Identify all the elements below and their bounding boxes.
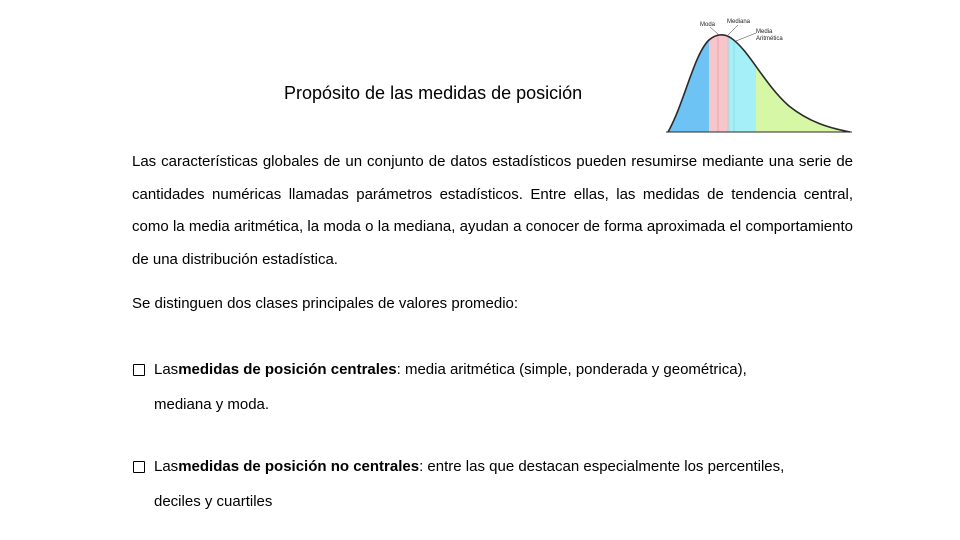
region-blue (664, 14, 709, 136)
bullet-noncentral (132, 449, 852, 519)
checkbox-bullet-icon (133, 364, 145, 376)
media-pointer (736, 33, 756, 41)
label-media-aritmetica: Aritmética (756, 36, 783, 42)
bullet-central-line2: mediana y moda. (154, 396, 270, 413)
bullet-noncentral-bold: medidas de posición no centrales (178, 458, 420, 475)
distribution-figure (664, 14, 854, 136)
bullet-noncentral-rest: : entre las que destacan especialmente los percentiles, (419, 458, 785, 475)
checkbox-bullet-icon (133, 461, 145, 473)
bullet-central (132, 352, 852, 422)
classes-paragraph: Se distinguen dos clases principales de valores promedio: (132, 295, 519, 312)
label-mediana: Mediana (727, 19, 751, 25)
mediana-pointer (728, 25, 738, 35)
label-media: Media (756, 29, 773, 35)
bullet-central-rest: : media aritmética (simple, ponderada y geométrica), (396, 361, 747, 378)
moda-pointer (710, 27, 718, 34)
region-pink (709, 14, 730, 136)
bullet-noncentral-line2: deciles y cuartiles (154, 493, 273, 510)
bullet-central-prefix: Las (154, 361, 179, 378)
bullet-noncentral-prefix: Las (154, 458, 179, 475)
skewed-distribution-chart (664, 14, 854, 136)
label-moda: Moda (700, 22, 716, 28)
bullet-central-bold: medidas de posición centrales (178, 361, 397, 378)
page-title: Propósito de las medidas de posición (284, 83, 583, 103)
intro-paragraph: Las características globales de un conjunto de datos estadísticos pueden resumirse mediante una serie de cantidades numéricas llamadas parámetros estadísticos. Entre ellas, las medidas de tendencia central, como la media aritmética, la moda o la mediana, ayudan a conocer de forma aproximada el comportamiento de una distribución estadística. (132, 153, 853, 268)
